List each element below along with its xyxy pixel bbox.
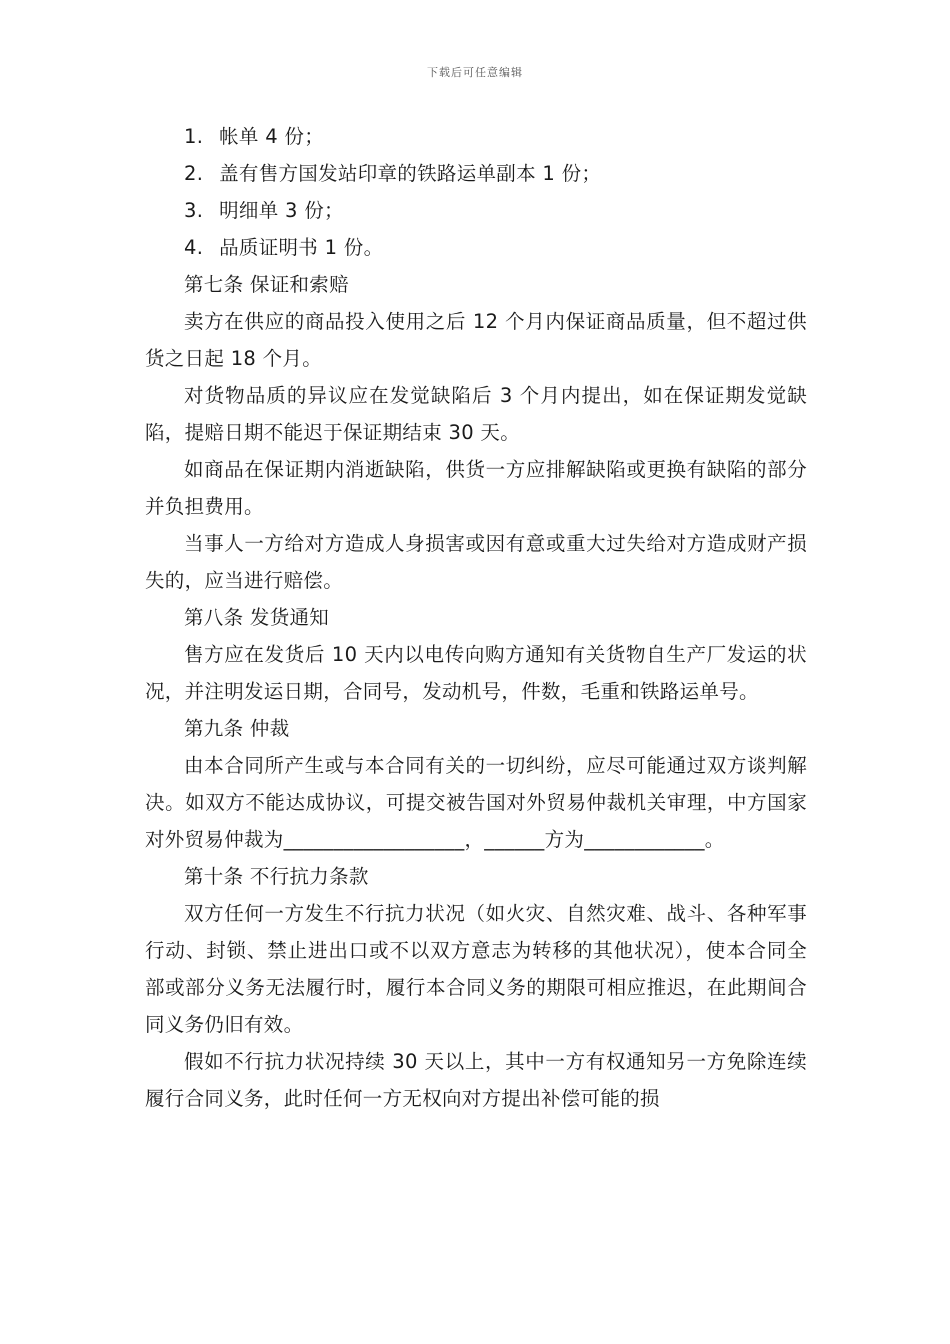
list-number: 4. [184, 236, 204, 259]
paragraph: 当事人一方给对方造成人身损害或因有意或重大过失给对方造成财产损失的，应当进行赔偿。 [145, 532, 807, 592]
list-number: 1. [184, 125, 204, 148]
section-heading-10: 第十条 不行抗力条款 [184, 865, 369, 888]
list-text: 帐单 4 份； [219, 125, 324, 148]
list-text: 品质证明书 1 份。 [219, 236, 384, 259]
list-item [145, 192, 807, 229]
list-item [145, 155, 807, 192]
list-item [145, 229, 807, 266]
paragraph: 售方应在发货后 10 天内以电传向购方通知有关货物自生产厂发运的状况，并注明发运日期，合同号，发动机号，件数，毛重和铁路运单号。 [145, 643, 807, 703]
list-text: 明细单 3 份； [219, 199, 344, 222]
list-text: 盖有售方国发站印章的铁路运单副本 1 份； [219, 162, 602, 185]
paragraph: 由本合同所产生或与本合同有关的一切纠纷，应尽可能通过双方谈判解决。如双方不能达成协议，可提交被告国对外贸易仲裁机关审理，中方国家对外贸易仲裁为__________________，______方为____________。 [145, 754, 807, 851]
page-header: 下载后可任意编辑 [427, 66, 523, 79]
paragraph: 如商品在保证期内消逝缺陷，供货一方应排解缺陷或更换有缺陷的部分并负担费用。 [145, 458, 807, 518]
document-body [145, 118, 807, 1117]
paragraph: 双方任何一方发生不行抗力状况（如火灾、自然灾难、战斗、各种军事行动、封锁、禁止进出口或不以双方意志为转移的其他状况），使本合同全部或部分义务无法履行时，履行本合同义务的期限可相应推迟，在此期间合同义务仍旧有效。 [145, 902, 807, 1036]
section-heading-8: 第八条 发货通知 [184, 606, 330, 629]
list-item [145, 118, 807, 155]
section-heading-9: 第九条 仲裁 [184, 717, 290, 740]
list-number: 3. [184, 199, 204, 222]
paragraph: 对货物品质的异议应在发觉缺陷后 3 个月内提出，如在保证期发觉缺陷，提赔日期不能迟于保证期结束 30 天。 [145, 384, 807, 444]
list-number: 2. [184, 162, 204, 185]
paragraph: 假如不行抗力状况持续 30 天以上，其中一方有权通知另一方免除连续履行合同义务，此时任何一方无权向对方提出补偿可能的损 [145, 1050, 807, 1110]
section-heading-7: 第七条 保证和索赔 [184, 273, 349, 296]
paragraph: 卖方在供应的商品投入使用之后 12 个月内保证商品质量，但不超过供货之日起 18 个月。 [145, 310, 807, 370]
